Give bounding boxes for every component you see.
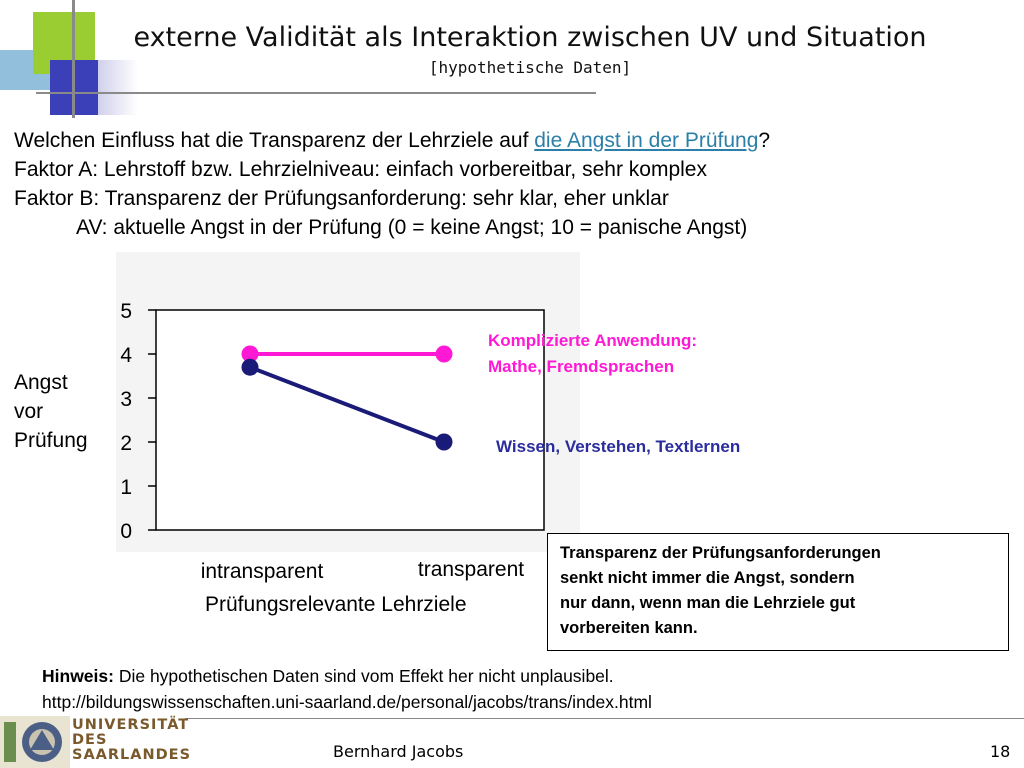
logo-line: DES xyxy=(72,732,108,748)
factor-b-line: Faktor B: Transparenz der Prüfungsanforderung: sehr klar, eher unklar xyxy=(14,187,669,210)
y-axis-label xyxy=(14,368,88,455)
y-tick-label: 5 xyxy=(120,300,132,323)
legend-label: Komplizierte Anwendung: xyxy=(488,331,698,350)
y-tick-label: 0 xyxy=(120,520,132,543)
plot-frame xyxy=(156,310,544,530)
hint-line xyxy=(42,663,652,689)
hint-block xyxy=(42,663,652,715)
y-axis-label-line: vor xyxy=(14,400,44,423)
y-tick-label: 4 xyxy=(120,344,132,367)
x-axis-label: Prüfungsrelevante Lehrziele xyxy=(205,593,467,616)
university-logo xyxy=(0,716,192,768)
slide-title: externe Validität als Interaktion zwischen UV und Situation xyxy=(133,22,927,53)
question-text: Welchen Einfluss hat die Transparenz der Lehrziele auf xyxy=(14,129,535,152)
dependent-variable-line: AV: aktuelle Angst in der Prüfung (0 = keine Angst; 10 = panische Angst) xyxy=(76,216,748,239)
conclusion-box xyxy=(547,533,1009,651)
data-point xyxy=(436,346,453,363)
y-axis-label-line: Angst xyxy=(14,371,68,394)
logo-line: SAARLANDES xyxy=(72,747,192,763)
conclusion-line: vorbereiten kann. xyxy=(560,619,698,637)
y-tick-label: 2 xyxy=(120,432,132,455)
y-tick-label: 3 xyxy=(120,388,132,411)
question-mark: ? xyxy=(758,129,771,152)
legend-label: Wissen, Verstehen, Textlernen xyxy=(496,437,741,456)
factor-a-line: Faktor A: Lehrstoff bzw. Lehrzielniveau: einfach vorbereitbar, sehr komplex xyxy=(14,158,707,181)
x-tick-label: transparent xyxy=(417,558,525,581)
x-tick-label: intransparent xyxy=(200,560,324,583)
hint-label: Hinweis: xyxy=(42,666,114,686)
seal-icon xyxy=(0,716,70,768)
y-tick-label: 1 xyxy=(120,476,132,499)
conclusion-line: Transparenz der Prüfungsanforderungen xyxy=(560,544,881,562)
data-point xyxy=(242,359,259,376)
legend-series-knowledge xyxy=(496,437,740,457)
y-axis-label-line: Prüfung xyxy=(14,429,88,452)
footer-author: Bernhard Jacobs xyxy=(333,742,464,761)
page-number: 18 xyxy=(990,742,1011,761)
slide-subtitle: [hypothetische Daten] xyxy=(428,58,632,77)
legend-series-complex xyxy=(488,328,697,380)
legend-label: Mathe, Fremdsprachen xyxy=(488,357,675,376)
logo-line: UNIVERSITÄT xyxy=(72,717,190,733)
hint-text: Die hypothetischen Daten sind vom Effekt her nicht unplausibel. xyxy=(113,666,614,686)
conclusion-line: senkt nicht immer die Angst, sondern xyxy=(560,569,855,587)
conclusion-line: nur dann, wenn man die Lehrziele gut xyxy=(560,594,856,612)
anxiety-link[interactable]: die Angst in der Prüfung xyxy=(534,129,759,152)
data-point xyxy=(436,434,453,451)
hint-url[interactable]: http://bildungswissenschaften.uni-saarland.de/personal/jacobs/trans/index.html xyxy=(42,692,652,712)
